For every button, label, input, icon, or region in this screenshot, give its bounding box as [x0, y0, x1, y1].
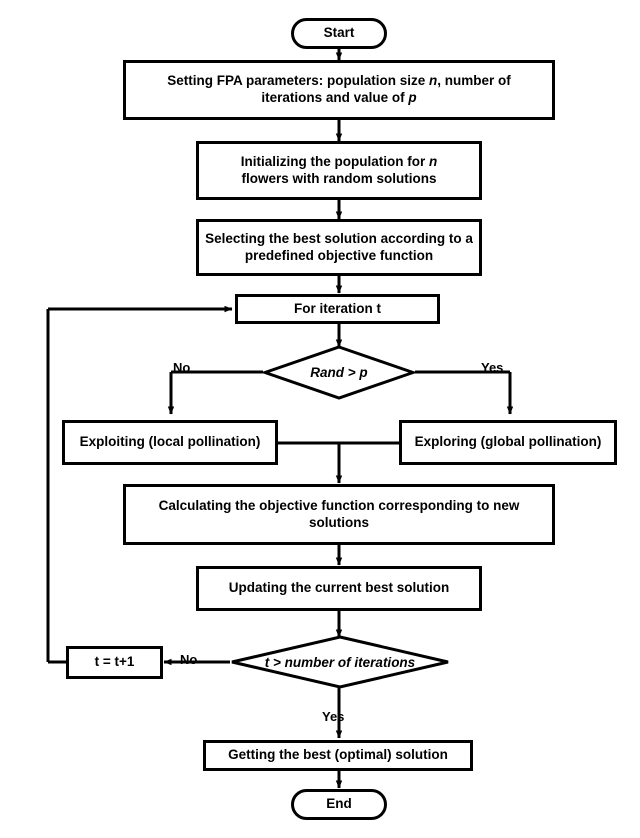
node-select-best-solution — [196, 219, 482, 276]
node-start — [291, 18, 387, 49]
node-end — [291, 789, 387, 820]
node-initialize-population — [196, 141, 482, 200]
node-local-pollination — [62, 420, 278, 465]
node-local-pollination-label: Exploiting (local pollination) — [79, 434, 261, 450]
decision-rand-greater-p — [262, 345, 416, 400]
node-for-iteration — [235, 294, 440, 324]
node-end-label: End — [326, 796, 352, 812]
decision-iterations-complete-label: t > number of iterations — [264, 654, 416, 670]
node-global-pollination — [399, 420, 617, 465]
node-update-best-label: Updating the current best solution — [228, 580, 450, 596]
node-increment-counter-label: t = t+1 — [94, 654, 135, 670]
node-set-parameters-label: Setting FPA parameters: population size n, number of iterations and value of p — [167, 73, 511, 105]
decision-iterations-complete — [229, 635, 451, 689]
node-start-label: Start — [323, 25, 355, 41]
edge-label-iter-no: No — [180, 652, 198, 667]
node-calculate-objective-label: Calculating the objective function corresponding to new solutions — [158, 497, 520, 530]
edge-label-rand-no: No — [173, 360, 191, 375]
node-initialize-population-label: Initializing the population for n flowers with random solutions — [240, 153, 438, 186]
node-set-parameters — [123, 60, 555, 120]
node-update-best — [196, 566, 482, 611]
edge-label-iter-yes: Yes — [322, 709, 345, 724]
node-increment-counter — [66, 646, 163, 679]
edge-label-rand-yes: Yes — [481, 360, 504, 375]
node-select-best-solution-label: Selecting the best solution according to a predefined objective function — [205, 230, 473, 263]
node-for-iteration-label: For iteration t — [294, 300, 381, 316]
decision-rand-greater-p-label: Rand > p — [310, 365, 368, 380]
node-get-best-solution-label: Getting the best (optimal) solution — [228, 747, 448, 763]
node-get-best-solution — [203, 740, 473, 771]
node-global-pollination-label: Exploring (global pollination) — [414, 434, 602, 450]
node-calculate-objective — [123, 484, 555, 545]
